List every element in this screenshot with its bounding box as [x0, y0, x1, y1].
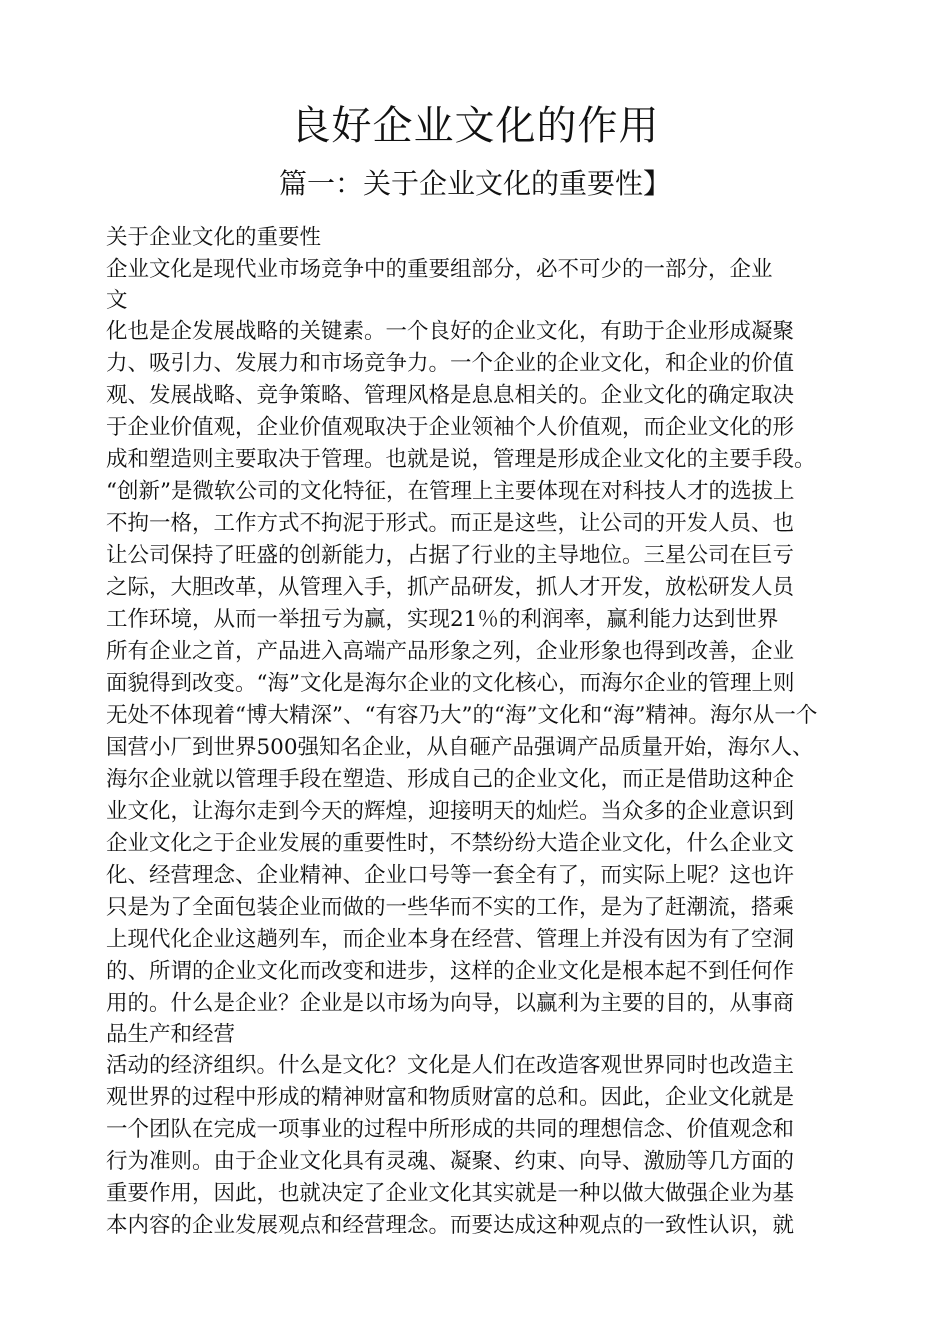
body-line: 企业文化是现代业市场竞争中的重要组部分，必不可少的一部分，企业: [106, 257, 773, 282]
body-line: 所有企业之首，产品进入高端产品形象之列，企业形象也得到改善，企业: [106, 639, 795, 664]
body-line: 用的。什么是企业？企业是以市场为向导，以赢利为主要的目的，从事商: [106, 991, 795, 1016]
body-line: 海尔企业就以管理手段在塑造、形成自己的企业文化，而正是借助这种企: [106, 767, 795, 792]
body-line: 让公司保持了旺盛的创新能力，占据了行业的主导地位。三星公司在巨亏: [106, 543, 795, 568]
body-line: 于企业价值观，企业价值观取决于企业领袖个人价值观，而企业文化的形: [106, 415, 795, 440]
page-title: 良好企业文化的作用: [290, 103, 660, 149]
body-line: 化、经营理念、企业精神、企业口号等一套全有了，而实际上呢？这也许: [106, 863, 795, 888]
body-line: 行为准则。由于企业文化具有灵魂、凝聚、约束、向导、激励等几方面的: [106, 1149, 795, 1174]
body-line: 观、发展战略、竞争策略、管理风格是息息相关的。企业文化的确定取决: [106, 383, 795, 408]
body-line: 观世界的过程中形成的精神财富和物质财富的总和。因此，企业文化就是: [106, 1085, 795, 1110]
body-line: 上现代化企业这趟列车，而企业本身在经营、管理上并没有因为有了空洞: [106, 927, 795, 952]
body-line: 活动的经济组织。什么是文化？文化是人们在改造客观世界同时也改造主: [106, 1053, 795, 1078]
body-line: 关于企业文化的重要性: [106, 225, 322, 250]
body-line: 成和塑造则主要取决于管理。也就是说，管理是形成企业文化的主要手段。: [106, 447, 816, 472]
body-line: 文: [106, 288, 128, 313]
body-line: 本内容的企业发展观点和经营理念。而要达成这种观点的一致性认识，就: [106, 1213, 795, 1238]
body-line: 国营小厂到世界500强知名企业，从自砸产品强调产品质量开始，海尔人、: [106, 735, 814, 760]
body-line: 只是为了全面包装企业而做的一些华而不实的工作，是为了赶潮流，搭乘: [106, 895, 795, 920]
body-line: 力、吸引力、发展力和市场竞争力。一个企业的企业文化，和企业的价值: [106, 351, 795, 376]
body-line: 一个团队在完成一项事业的过程中所形成的共同的理想信念、价值观念和: [106, 1117, 795, 1142]
body-line: 之际，大胆改革，从管理入手，抓产品研发，抓人才开发，放松研发人员: [106, 575, 795, 600]
body-line: 企业文化之于企业发展的重要性时，不禁纷纷大造企业文化，什么企业文: [106, 831, 795, 856]
body-line: 工作环境，从而一举扭亏为赢，实现21％的利润率，赢利能力达到世界: [106, 607, 779, 632]
body-line: 不拘一格，工作方式不拘泥于形式。而正是这些，让公司的开发人员、也: [106, 511, 795, 536]
body-line: 品生产和经营: [106, 1022, 236, 1047]
body-line: 业文化，让海尔走到今天的辉煌，迎接明天的灿烂。当众多的企业意识到: [106, 799, 795, 824]
body-line: 面貌得到改变。“海”文化是海尔企业的文化核心，而海尔企业的管理上则: [106, 671, 795, 696]
page-subtitle: 篇一：关于企业文化的重要性】: [278, 167, 671, 200]
body-line: “创新”是微软公司的文化特征，在管理上主要体现在对科技人才的选拔上: [106, 479, 795, 504]
body-line: 的、所谓的企业文化而改变和进步，这样的企业文化是根本起不到任何作: [106, 959, 795, 984]
body-line: 重要作用，因此，也就决定了企业文化其实就是一种以做大做强企业为基: [106, 1181, 795, 1206]
body-text: [106, 222, 866, 1242]
body-line: 化也是企发展战略的关键素。一个良好的企业文化，有助于企业形成凝聚: [106, 319, 795, 344]
body-line: 无处不体现着“博大精深”、“有容乃大”的“海”文化和“海”精神。海尔从一个: [106, 703, 818, 728]
